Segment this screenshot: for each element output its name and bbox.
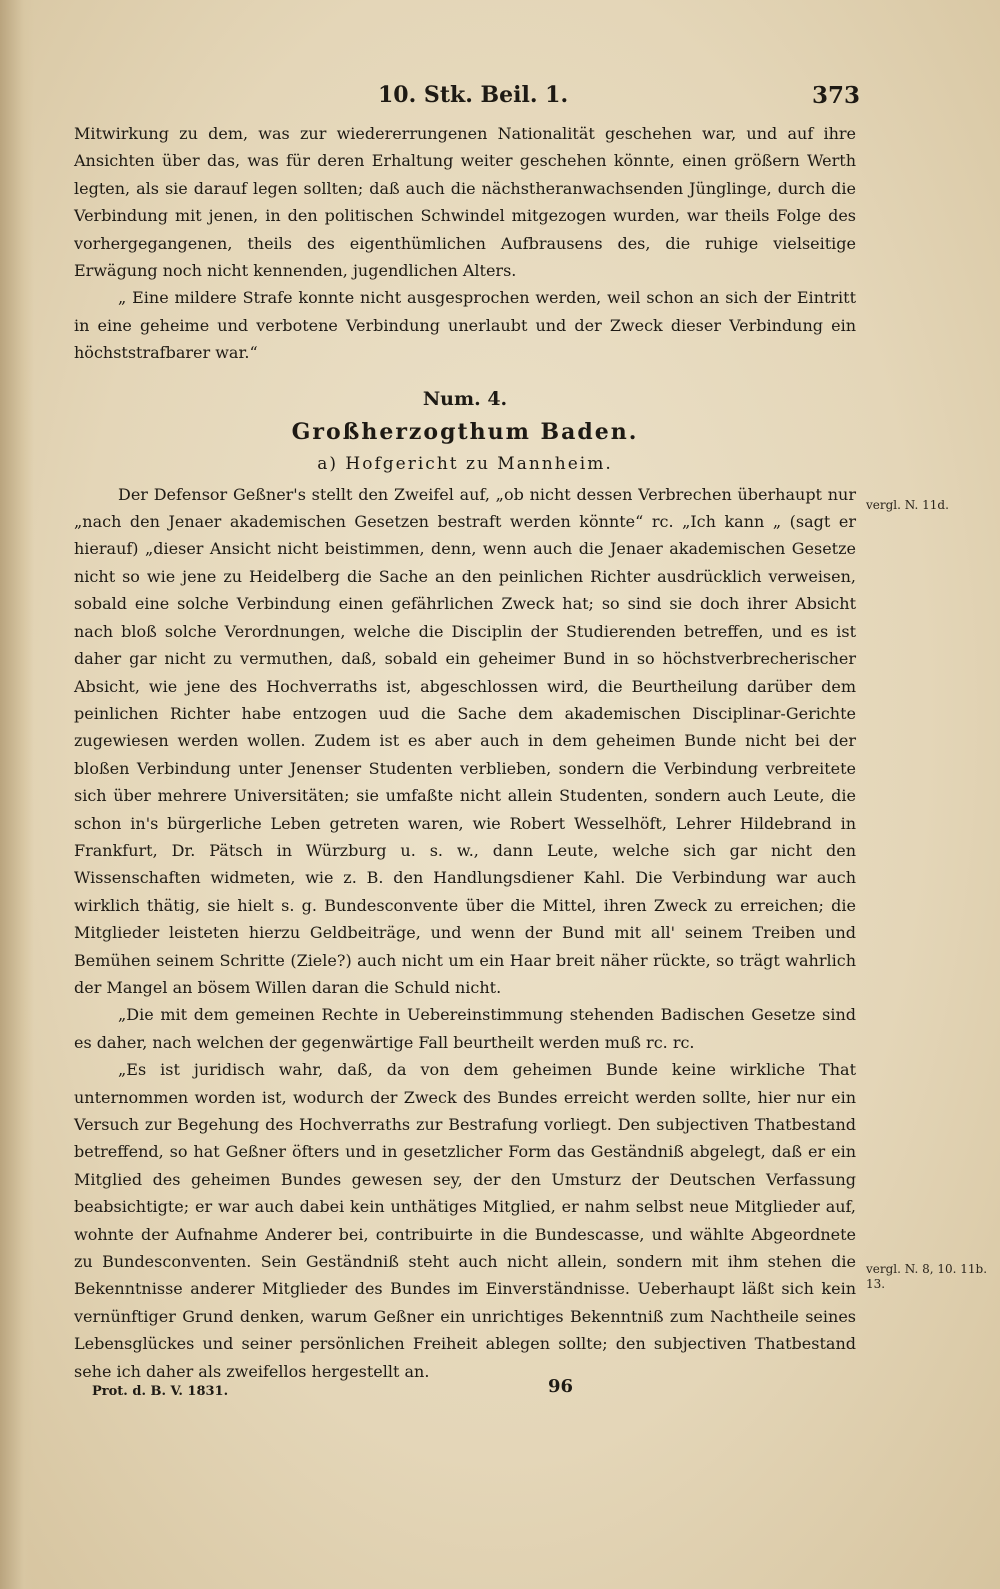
- running-head: 10. Stk. Beil. 1.: [378, 82, 569, 108]
- subsection-title: a) Hofgericht zu Mannheim.: [317, 453, 613, 474]
- margin-note: vergl. N. 11d.: [866, 498, 949, 512]
- sheet-number: 96: [548, 1376, 574, 1397]
- paragraph: „Es ist juridisch wahr, daß, da von dem geheimen Bunde keine wirkliche That unternommen worden ist, wodurch der Zweck des Bundes erreicht werden sollte, hier nur ein Versuch zur Begehung des Hochverraths zur Bestrafung vorliegt. Den subjectiven Thatbestand betreffend, so hat Geßner öfters und in gesetzlicher Form das Geständniß abgelegt, daß er ein Mitglied des geheimen Bundes gewesen sey, der den Umsturz der Deutschen Verfassung beabsichtigte; er war auch dabei kein unthätiges Mitglied, er nahm selbst neue Mitglieder auf, wohnte der Aufnahme Anderer bei, contribuirte in die Bundescasse, und wählte Abgeordnete zu Bundesconventen. Sein Geständniß steht auch nicht allein, sondern mit ihm stehen die Bekenntnisse anderer Mitglieder des Bundes im Einverständnisse. Ueberhaupt läßt sich kein vernünftiger Grund denken, warum Geßner ein unrichtiges Bekenntniß zum Nachtheile seines Lebensglückes und seiner persönlichen Freiheit ablegen sollte; den subjectiven Thatbestand sehe ich daher als zweifellos hergestellt an.: [74, 1060, 856, 1381]
- paragraph-continuation: Mitwirkung zu dem, was zur wiedererrungenen Nationalität geschehen war, und auf ihre Ansichten über das, was für deren Erhaltung weiter geschehen könnte, einen größern Werth legten, als sie darauf legen sollten; daß auch die nächstheranwachsenden Jünglinge, durch die Verbindung mit jenen, in den politischen Schwindel mitgezogen wurden, war theils Folge des vorhergegangenen, theils des eigenthümlichen Aufbrausens des, die ruhige vielseitige Erwägung noch nicht kennenden, jugendlichen Alters.: [74, 124, 856, 281]
- page-footer: [0, 1376, 1000, 1406]
- page-header: [0, 82, 1000, 116]
- body-text: [74, 120, 856, 1385]
- binding-gutter: [0, 0, 34, 1589]
- margin-note: vergl. N. 8, 10. 11b. 13.: [866, 1262, 988, 1291]
- section-number: Num. 4.: [422, 387, 508, 410]
- footer-signature: Prot. d. B. V. 1831.: [92, 1384, 229, 1399]
- paragraph: „Die mit dem gemeinen Rechte in Uebereinstimmung stehenden Badischen Gesetze sind es daher, nach welchen der gegenwärtige Fall beurtheilt werden muß rc. rc.: [74, 1005, 856, 1052]
- page-number: 373: [812, 82, 861, 109]
- section-title: Großherzogthum Baden.: [291, 418, 639, 445]
- paragraph: „ Eine mildere Strafe konnte nicht ausgesprochen werden, weil schon an sich der Eintritt in eine geheime und verbotene Verbindung unerlaubt und der Zweck dieser Verbindung ein höchststrafbarer war.“: [74, 288, 856, 363]
- paragraph: Der Defensor Geßner's stellt den Zweifel auf, „ob nicht dessen Verbrechen überhaupt nur „nach den Jenaer akademischen Gesetzen bestraft werden könnte“ rc. „Ich kann „ (sagt er hierauf) „dieser Ansicht nicht beistimmen, denn, wenn auch die Jenaer akademischen Gesetze nicht so wie jene zu Heidelberg die Sache an den peinlichen Richter ausdrücklich verweisen, sobald eine solche Verbindung einen gefährlichen Zweck hat; so sind sie doch ihrer Absicht nach bloß solche Verordnungen, welche die Disciplin der Studierenden betreffen, und es ist daher gar nicht zu vermuthen, daß, sobald ein geheimer Bund in so höchstverbrecherischer Absicht, wie jene des Hochverraths ist, abgeschlossen wird, die Beurtheilung darüber dem peinlichen Richter habe entzogen uud die Sache dem akademischen Disciplinar-Gerichte zugewiesen werden wollen. Zudem ist es aber auch in dem geheimen Bunde nicht bei der bloßen Verbindung unter Jenenser Studenten verblieben, sondern die Verbindung verbreitete sich über mehrere Universitäten; sie umfaßte nicht allein Studenten, sondern auch Leute, die schon in's bürgerliche Leben getreten waren, wie Robert Wesselhöft, Lehrer Hildebrand in Frankfurt, Dr. Pätsch in Würzburg u. s. w., dann Leute, welche sich gar nicht den Wissenschaften widmeten, wie z. B. den Handlungsdiener Kahl. Die Verbindung war auch wirklich thätig, sie hielt s. g. Bundesconvente über die Mittel, ihren Zweck zu erreichen; die Mitglieder leisteten hierzu Geldbeiträge, und wenn der Bund mit all' seinem Treiben und Bemühen seinem Schritte (Ziele?) auch nicht um ein Haar breit näher rückte, so trägt wahrlich der Mangel an bösem Willen daran die Schuld nicht.: [74, 484, 856, 997]
